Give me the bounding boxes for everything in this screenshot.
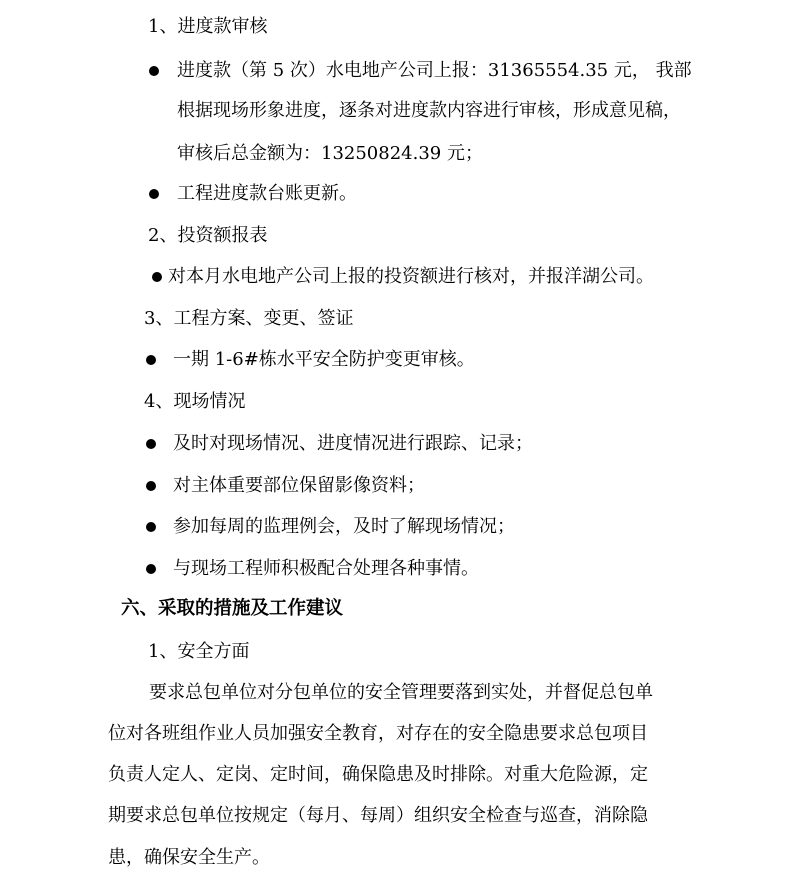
section-heading-engineering-plan: 3、工程方案、变更、签证 — [144, 308, 354, 329]
section-heading-safety: 1、安全方面 — [148, 641, 250, 662]
progress-payment-text-line-1: 进度款（第 5 次）水电地产公司上报：31365554.35 元， 我部 — [177, 60, 692, 81]
safety-paragraph-line: 位对各班组作业人员加强安全教育，对存在的安全隐患要求总包项目 — [108, 723, 648, 744]
bullet-icon — [146, 439, 156, 449]
section-heading-progress-payment: 1、进度款审核 — [148, 16, 268, 37]
bullet-icon — [146, 355, 156, 365]
safety-paragraph-line: 要求总包单位对分包单位的安全管理要落到实处，并督促总包单 — [149, 682, 653, 703]
investment-report-text: 对本月水电地产公司上报的投资额进行核对，并报洋湖公司。 — [168, 266, 654, 287]
bullet-icon — [152, 272, 162, 282]
site-situation-item: 参加每周的监理例会，及时了解现场情况； — [173, 516, 515, 537]
safety-paragraph-line: 患，确保安全生产。 — [108, 847, 270, 868]
chapter-title: 六、采取的措施及工作建议 — [121, 598, 344, 619]
bullet-icon — [149, 66, 159, 76]
bullet-icon — [146, 564, 156, 574]
engineering-plan-text: 一期 1-6#栋水平安全防护变更审核。 — [173, 349, 475, 370]
safety-paragraph-line: 负责人定人、定岗、定时间，确保隐患及时排除。对重大危险源，定 — [108, 764, 648, 785]
bullet-icon — [149, 189, 159, 199]
site-situation-item: 对主体重要部位保留影像资料； — [173, 475, 425, 496]
bullet-icon — [146, 481, 156, 491]
ledger-update-text: 工程进度款台账更新。 — [177, 183, 357, 204]
progress-payment-text-line-2: 根据现场形象进度，逐条对进度款内容进行审核，形成意见稿， — [177, 100, 681, 121]
section-heading-investment-report: 2、投资额报表 — [148, 225, 268, 246]
site-situation-item: 与现场工程师积极配合处理各种事情。 — [173, 558, 479, 579]
site-situation-item: 及时对现场情况、进度情况进行跟踪、记录； — [173, 433, 533, 454]
safety-paragraph-line: 期要求总包单位按规定（每月、每周）组织安全检查与巡查，消除隐 — [108, 805, 648, 826]
section-heading-site-situation: 4、现场情况 — [144, 391, 246, 412]
progress-payment-text-line-3: 审核后总金额为：13250824.39 元； — [177, 143, 483, 164]
bullet-icon — [146, 522, 156, 532]
